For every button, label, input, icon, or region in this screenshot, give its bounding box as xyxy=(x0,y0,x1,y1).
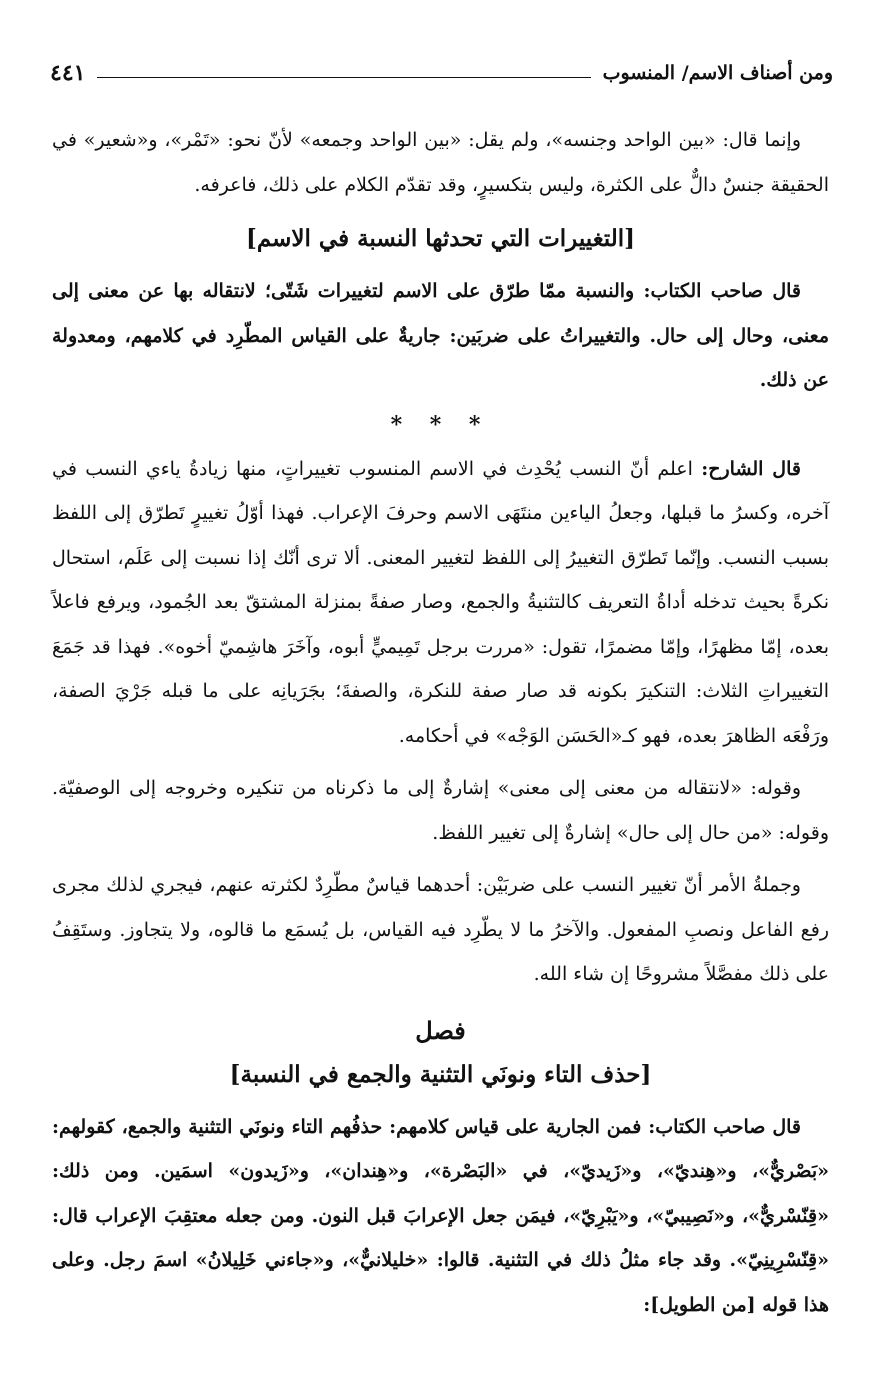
paragraph-4: وقوله: «لانتقاله من معنى إلى معنى» إشارةٌ إلى ما ذكرناه من تنكيره وخروجه إلى الوصفيّة. وقوله: «من حال إلى حال» إشارةٌ إلى تغيير اللفظ. xyxy=(52,777,829,844)
section-heading-deletion: [حذف التاء ونونَي التثنية والجمع في النسبة] xyxy=(229,1060,652,1088)
fasl-heading: فصل xyxy=(415,1015,466,1045)
page-number: ٤٤١ xyxy=(50,60,86,86)
commentator-label: قال الشارح: xyxy=(701,457,801,480)
chapter-title: ومن أصناف الاسم/ المنسوب xyxy=(602,62,833,84)
paragraph-1: وإنما قال: «بين الواحد وجنسه»، ولم يقل: «بين الواحد وجمعه» لأنّ نحو: «تَمْر»، و«شعير» في الحقيقة جنسٌ دالٌّ على الكثرة، وليس بتكسيرٍ، وقد تقدّم الكلام على ذلك، فاعرفه. xyxy=(52,129,829,196)
section-heading-changes: [التغييرات التي تحدثها النسبة في الاسم] xyxy=(245,225,636,252)
paragraph-5: وجملةُ الأمر أنّ تغيير النسب على ضربَيْن: أحدهما قياسٌ مطّرِدٌ لكثرته عنهم، فيجري لذلك مجرى رفع الفاعل ونصبِ المفعول. والآخرُ ما لا يطّرِد فيه القياس، بل يُسمَع ما قالوه، ولا يتجاوز. وستَقِفُ على ذلك مفصَّلاً مشروحًا إن شاء الله. xyxy=(52,874,829,985)
author-text-2: قال صاحب الكتاب: فمن الجارية على قياس كلامهم: حذفُهم التاء ونونَي التثنية والجمع، كقولهم: «بَصْريٌّ»، و«هِنديّ»، و«زَيديّ»، في «البَصْرة»، و«هِندان»، و«زَيدون» اسمَين. ومن ذلك: «قِنّسْريٌّ»، و«نَصِيبيّ»، و«يَبْرِيّ»، فيمَن جعل الإعرابَ قبل النون. ومن جعله معتقِبَ الإعراب قال: «قِنّسْرِينِيّ». وقد جاء مثلُ ذلك في التثنية. قالوا: «خليلانيٌّ»، و«جاءني خَلِيلانُ» اسمَ رجل. وعلى هذا قوله [من الطويل]: xyxy=(52,1115,829,1316)
header-rule xyxy=(97,77,590,78)
separator-stars: * * * xyxy=(390,411,491,438)
page-body xyxy=(52,118,829,1327)
author-text-1: قال صاحب الكتاب: والنسبة ممّا طرّق على الاسم لتغييرات شَتّى؛ لانتقاله بها عن معنى إلى معنى، وحال إلى حال. والتغييراتُ على ضربَين: جاريةٌ على القياس المطّرِد في كلامهم، ومعدولة عن ذلك. xyxy=(52,280,829,391)
commentary-text: اعلم أنّ النسب يُحْدِث في الاسم المنسوب تغييراتٍ، منها زيادةُ ياءي النسب في آخره، وكسرُ ما قبلها، وجعلُ الياءين منتَهَى الاسم وحرفَ الإعراب. فهذا أوّلُ تغييرٍ تَطرّق إلى اللفظ بسبب النسب. وإنّما تَطرّق التغييرُ إلى اللفظ لتغيير المعنى. ألا ترى أنّك إذا نسبت إلى عَلَم، استحال نكرةً بحيث تدخله أداةُ التعريف كالتثنيةُ والجمع، وصار صفةً بمنزلة المشتقّ بعد الجُمود، ويرفع فاعلاً بعده، إمّا مظهرًا، وإمّا مضمرًا، تقول: «مررت برجل تَمِيميٍّ أبوه، وآخَرَ هاشِميّ أخوه». فهذا قد جَمَعَ التغييراتِ الثلاث: التنكيرَ بكونه قد صار صفة للنكرة، والصفةَ؛ بجَرَيانِه على ما قبله جَرْيَ الصفة، ورَفْعَه الظاهرَ بعده، فهو كـ«الحَسَن الوَجْه» في أحكامه. xyxy=(52,457,829,747)
commentary-paragraph xyxy=(52,447,829,759)
running-header xyxy=(50,58,833,88)
